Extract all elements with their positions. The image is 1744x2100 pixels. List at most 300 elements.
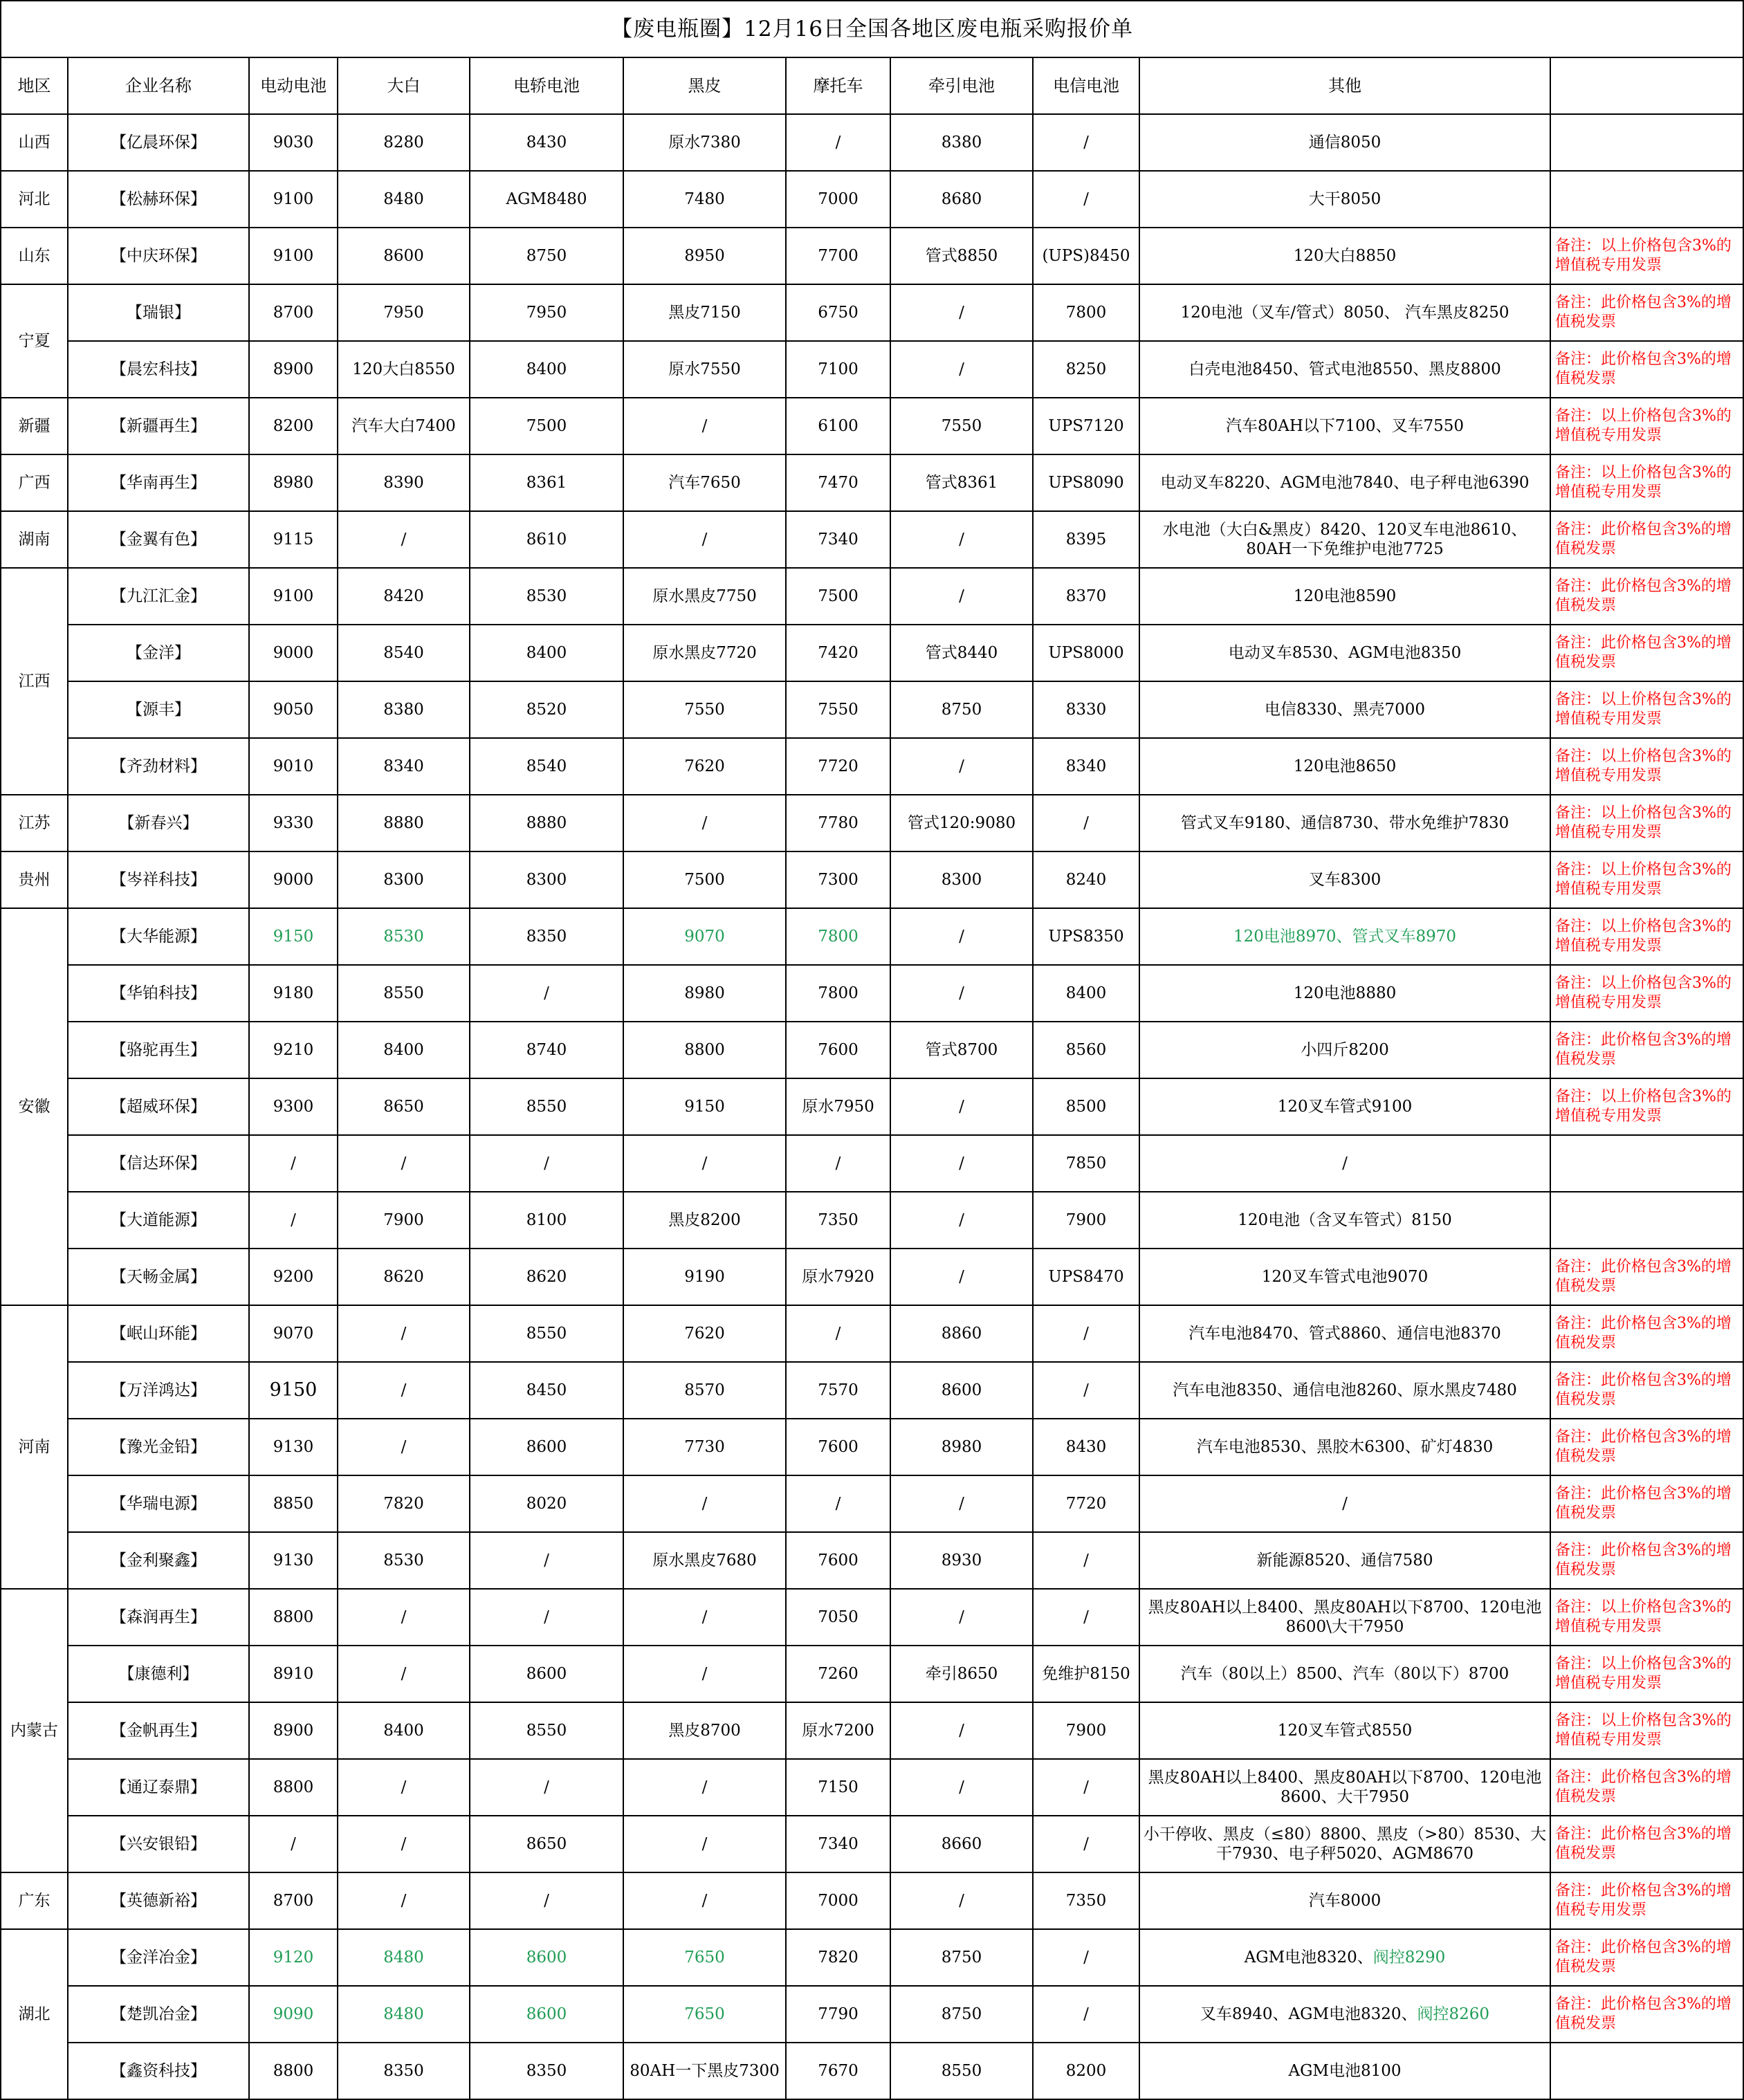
price-cell-dabai: / [338, 1589, 470, 1646]
company-cell: 【岑祥科技】 [68, 851, 249, 908]
price-cell-traction-battery: / [890, 341, 1033, 398]
price-cell-other: 黑皮80AH以上8400、黑皮80AH以下8700、120电池8600、大干7950 [1139, 1759, 1550, 1816]
price-cell-traction-battery: / [890, 568, 1033, 625]
price-cell-car-battery: 8650 [470, 1816, 623, 1872]
price-cell-telecom-battery: 8430 [1033, 1419, 1139, 1475]
price-cell-other: / [1139, 1135, 1550, 1192]
remark-cell [1550, 2043, 1743, 2099]
price-cell-heipi: 8800 [623, 1022, 786, 1078]
price-cell-electric-battery: 9210 [249, 1022, 338, 1078]
header-traction-battery: 牵引电池 [890, 57, 1033, 114]
price-cell-motorcycle: 7800 [786, 908, 890, 965]
price-cell-telecom-battery: 8500 [1033, 1078, 1139, 1135]
remark-cell: 备注：以上价格包含3%的增值税专用发票 [1550, 398, 1743, 454]
company-cell: 【信达环保】 [68, 1135, 249, 1192]
price-cell-traction-battery: / [890, 738, 1033, 795]
price-cell-other: AGM电池8100 [1139, 2043, 1550, 2099]
price-cell-heipi: 原水黑皮7720 [623, 625, 786, 681]
price-cell-dabai: 8350 [338, 2043, 470, 2099]
price-cell-dabai: 8550 [338, 965, 470, 1022]
price-cell-dabai: 8390 [338, 454, 470, 511]
price-cell-electric-battery: 9010 [249, 738, 338, 795]
price-cell-traction-battery: / [890, 1192, 1033, 1249]
price-cell-motorcycle: / [786, 1135, 890, 1192]
table-row [1, 1022, 1743, 1078]
price-cell-heipi: 9190 [623, 1249, 786, 1305]
price-cell-motorcycle: 7470 [786, 454, 890, 511]
price-cell-heipi: 原水黑皮7680 [623, 1532, 786, 1589]
remark-cell: 备注：此价格包含3%的增值税发票 [1550, 1532, 1743, 1589]
company-cell: 【兴安银铅】 [68, 1816, 249, 1872]
table-row [1, 625, 1743, 681]
table-row [1, 568, 1743, 625]
price-cell-car-battery: 7500 [470, 398, 623, 454]
table-row [1, 454, 1743, 511]
price-cell-traction-battery: 管式8440 [890, 625, 1033, 681]
price-cell-heipi: 8950 [623, 228, 786, 284]
region-cell: 广东 [1, 1872, 68, 1929]
price-cell-motorcycle: 7600 [786, 1022, 890, 1078]
price-cell-motorcycle: / [786, 1305, 890, 1362]
table-row [1, 1475, 1743, 1532]
price-cell-electric-battery: 8910 [249, 1646, 338, 1702]
price-cell-telecom-battery: / [1033, 171, 1139, 228]
price-cell-heipi: 黑皮7150 [623, 284, 786, 341]
remark-cell [1550, 1135, 1743, 1192]
other-text: AGM电池8320、 [1244, 1949, 1373, 1967]
price-cell-traction-battery: 管式8850 [890, 228, 1033, 284]
price-cell-heipi: 7500 [623, 851, 786, 908]
remark-cell: 备注：此价格包含3%的增值税专用发票 [1550, 1872, 1743, 1929]
price-cell-heipi: / [623, 1816, 786, 1872]
price-cell-traction-battery: 8750 [890, 681, 1033, 738]
price-cell-other [1139, 1986, 1550, 2043]
company-cell: 【新春兴】 [68, 795, 249, 851]
price-cell-other: 120电池8650 [1139, 738, 1550, 795]
price-cell-car-battery: / [470, 965, 623, 1022]
price-cell-other: 汽车电池8470、管式8860、通信电池8370 [1139, 1305, 1550, 1362]
remark-cell: 备注：此价格包含3%的增值税发票 [1550, 511, 1743, 568]
company-cell: 【骆驼再生】 [68, 1022, 249, 1078]
price-cell-dabai: 8540 [338, 625, 470, 681]
price-cell-heipi: 7730 [623, 1419, 786, 1475]
price-cell-telecom-battery: (UPS)8450 [1033, 228, 1139, 284]
price-cell-traction-battery: / [890, 1759, 1033, 1816]
price-cell-telecom-battery: / [1033, 1305, 1139, 1362]
header-company: 企业名称 [68, 57, 249, 114]
price-cell-other: 120电池（叉车/管式）8050、 汽车黑皮8250 [1139, 284, 1550, 341]
price-cell-telecom-battery: 8395 [1033, 511, 1139, 568]
price-cell-motorcycle: 7000 [786, 1872, 890, 1929]
price-cell-dabai: 7900 [338, 1192, 470, 1249]
price-cell-motorcycle: 7350 [786, 1192, 890, 1249]
price-cell-electric-battery: 9100 [249, 171, 338, 228]
price-cell-electric-battery: 9090 [249, 1986, 338, 2043]
remark-cell: 备注：此价格包含3%的增值税发票 [1550, 1419, 1743, 1475]
company-cell: 【松赫环保】 [68, 171, 249, 228]
price-cell-heipi: / [623, 1589, 786, 1646]
remark-cell: 备注：此价格包含3%的增值税发票 [1550, 568, 1743, 625]
price-cell-car-battery: 8550 [470, 1078, 623, 1135]
company-cell: 【晨宏科技】 [68, 341, 249, 398]
region-cell: 湖北 [1, 1929, 68, 2099]
price-cell-other: 120大白8850 [1139, 228, 1550, 284]
price-cell-car-battery: 8400 [470, 625, 623, 681]
price-cell-traction-battery: 管式120:9080 [890, 795, 1033, 851]
remark-cell: 备注：以上价格包含3%的增值税专用发票 [1550, 965, 1743, 1022]
price-cell-dabai: / [338, 1362, 470, 1419]
price-cell-motorcycle: 7600 [786, 1419, 890, 1475]
price-cell-traction-battery: 管式8361 [890, 454, 1033, 511]
price-cell-electric-battery: 9180 [249, 965, 338, 1022]
price-cell-car-battery: 8740 [470, 1022, 623, 1078]
price-cell-dabai: 8530 [338, 1532, 470, 1589]
header-dabai: 大白 [338, 57, 470, 114]
company-cell: 【英德新裕】 [68, 1872, 249, 1929]
price-cell-electric-battery: 9200 [249, 1249, 338, 1305]
price-cell-heipi: 7550 [623, 681, 786, 738]
table-row [1, 1305, 1743, 1362]
company-cell: 【天畅金属】 [68, 1249, 249, 1305]
price-cell-car-battery: 8530 [470, 568, 623, 625]
price-cell-electric-battery: / [249, 1135, 338, 1192]
price-cell-dabai: / [338, 1872, 470, 1929]
remark-cell: 备注：以上价格包含3%的增值税专用发票 [1550, 851, 1743, 908]
company-cell: 【康德利】 [68, 1646, 249, 1702]
table-row [1, 681, 1743, 738]
company-cell: 【新疆再生】 [68, 398, 249, 454]
company-cell: 【九江汇金】 [68, 568, 249, 625]
table-row [1, 851, 1743, 908]
region-cell: 江苏 [1, 795, 68, 851]
price-cell-dabai: 8480 [338, 171, 470, 228]
price-cell-other: 120电池8970、管式叉车8970 [1139, 908, 1550, 965]
price-cell-traction-battery: 8980 [890, 1419, 1033, 1475]
price-cell-other: 水电池（大白&黑皮）8420、120叉车电池8610、80AH一下免维护电池7725 [1139, 511, 1550, 568]
region-cell: 内蒙古 [1, 1589, 68, 1872]
remark-cell: 备注：以上价格包含3%的增值税专用发票 [1550, 1646, 1743, 1702]
price-cell-car-battery: 8520 [470, 681, 623, 738]
price-cell-electric-battery: 9030 [249, 114, 338, 171]
company-cell: 【金翼有色】 [68, 511, 249, 568]
remark-cell: 备注：此价格包含3%的增值税发票 [1550, 1249, 1743, 1305]
price-cell-motorcycle: 7820 [786, 1929, 890, 1986]
region-cell: 山西 [1, 114, 68, 171]
header-electric-battery: 电动电池 [249, 57, 338, 114]
price-cell-dabai: 8480 [338, 1929, 470, 1986]
price-cell-heipi: 黑皮8700 [623, 1702, 786, 1759]
price-cell-traction-battery: 8550 [890, 2043, 1033, 2099]
region-cell: 广西 [1, 454, 68, 511]
table-row [1, 284, 1743, 341]
other-text-highlight: 阀控8260 [1417, 2005, 1490, 2023]
table-row [1, 171, 1743, 228]
table-row [1, 908, 1743, 965]
region-cell: 安徽 [1, 908, 68, 1305]
price-cell-car-battery: 8610 [470, 511, 623, 568]
table-row [1, 1078, 1743, 1135]
price-cell-dabai: 7820 [338, 1475, 470, 1532]
price-cell-heipi: / [623, 1759, 786, 1816]
remark-cell [1550, 171, 1743, 228]
price-cell-motorcycle: 7700 [786, 228, 890, 284]
price-cell-car-battery: 7950 [470, 284, 623, 341]
price-cell-other: 120电池（含叉车管式）8150 [1139, 1192, 1550, 1249]
price-cell-dabai: 8650 [338, 1078, 470, 1135]
price-cell-heipi: 7650 [623, 1929, 786, 1986]
price-cell-electric-battery: 9000 [249, 625, 338, 681]
price-cell-telecom-battery: UPS8350 [1033, 908, 1139, 965]
price-cell-telecom-battery: 7900 [1033, 1192, 1139, 1249]
price-cell-telecom-battery: / [1033, 795, 1139, 851]
header-car-battery: 电轿电池 [470, 57, 623, 114]
price-cell-car-battery: 8020 [470, 1475, 623, 1532]
price-cell-dabai: 8380 [338, 681, 470, 738]
price-cell-car-battery: 8600 [470, 1986, 623, 2043]
price-cell-traction-battery: 管式8700 [890, 1022, 1033, 1078]
price-cell-other [1139, 1929, 1550, 1986]
remark-cell: 备注：以上价格包含3%的增值税专用发票 [1550, 681, 1743, 738]
price-cell-other: 汽车8000 [1139, 1872, 1550, 1929]
price-cell-telecom-battery: / [1033, 114, 1139, 171]
price-cell-electric-battery: 8200 [249, 398, 338, 454]
price-cell-other: 大干8050 [1139, 171, 1550, 228]
price-cell-traction-battery: 8600 [890, 1362, 1033, 1419]
price-cell-traction-battery: / [890, 908, 1033, 965]
remark-cell: 备注：以上价格包含3%的增值税专用发票 [1550, 228, 1743, 284]
table-row [1, 1759, 1743, 1816]
table-row [1, 1589, 1743, 1646]
price-cell-heipi: 黑皮8200 [623, 1192, 786, 1249]
price-cell-car-battery: 8750 [470, 228, 623, 284]
price-cell-dabai: / [338, 1305, 470, 1362]
price-cell-car-battery: 8550 [470, 1702, 623, 1759]
price-cell-electric-battery: 8800 [249, 1589, 338, 1646]
price-cell-other: 120叉车管式9100 [1139, 1078, 1550, 1135]
price-cell-heipi: / [623, 511, 786, 568]
table-row [1, 1929, 1743, 1986]
price-cell-dabai: 8280 [338, 114, 470, 171]
table-row [1, 1419, 1743, 1475]
price-cell-other: 汽车电池8350、通信电池8260、原水黑皮7480 [1139, 1362, 1550, 1419]
price-cell-other: 黑皮80AH以上8400、黑皮80AH以下8700、120电池8600\大干7950 [1139, 1589, 1550, 1646]
price-cell-heipi: 8570 [623, 1362, 786, 1419]
table-row [1, 1816, 1743, 1872]
price-cell-dabai: 8300 [338, 851, 470, 908]
region-cell: 宁夏 [1, 284, 68, 398]
table-row [1, 398, 1743, 454]
price-cell-traction-battery: 8660 [890, 1816, 1033, 1872]
header-region: 地区 [1, 57, 68, 114]
price-cell-car-battery: 8400 [470, 341, 623, 398]
price-cell-telecom-battery: 7350 [1033, 1872, 1139, 1929]
price-cell-motorcycle: 7670 [786, 2043, 890, 2099]
price-cell-telecom-battery: / [1033, 1532, 1139, 1589]
price-cell-heipi: / [623, 795, 786, 851]
price-cell-heipi: / [623, 1872, 786, 1929]
price-cell-heipi: 80AH一下黑皮7300 [623, 2043, 786, 2099]
header-row [1, 57, 1743, 114]
remark-cell: 备注：以上价格包含3%的增值税专用发票 [1550, 454, 1743, 511]
remark-cell: 备注：以上价格包含3%的增值税专用发票 [1550, 1589, 1743, 1646]
price-cell-traction-battery: / [890, 1078, 1033, 1135]
company-cell: 【齐劲材料】 [68, 738, 249, 795]
price-cell-traction-battery: / [890, 965, 1033, 1022]
other-text-highlight: 阀控8290 [1373, 1949, 1446, 1967]
other-text: 叉车8940、AGM电池8320、 [1200, 2005, 1417, 2023]
remark-cell: 备注：此价格包含3%的增值税发票 [1550, 341, 1743, 398]
price-cell-traction-battery: / [890, 1475, 1033, 1532]
price-cell-telecom-battery: / [1033, 1759, 1139, 1816]
price-cell-car-battery: 8430 [470, 114, 623, 171]
price-cell-dabai: / [338, 1135, 470, 1192]
price-cell-car-battery: 8600 [470, 1419, 623, 1475]
price-cell-car-battery: 8550 [470, 1305, 623, 1362]
remark-cell: 备注：以上价格包含3%的增值税专用发票 [1550, 738, 1743, 795]
price-cell-heipi: 原水7380 [623, 114, 786, 171]
price-cell-electric-battery: 8850 [249, 1475, 338, 1532]
price-cell-motorcycle: 原水7950 [786, 1078, 890, 1135]
price-cell-electric-battery: 9070 [249, 1305, 338, 1362]
price-cell-dabai: 7950 [338, 284, 470, 341]
price-cell-telecom-battery: 8370 [1033, 568, 1139, 625]
header-other: 其他 [1139, 57, 1550, 114]
price-cell-motorcycle: 7150 [786, 1759, 890, 1816]
price-cell-car-battery: 8361 [470, 454, 623, 511]
price-cell-traction-battery: / [890, 284, 1033, 341]
price-cell-traction-battery: 8750 [890, 1986, 1033, 2043]
table-row [1, 1362, 1743, 1419]
price-cell-traction-battery: 8860 [890, 1305, 1033, 1362]
price-cell-telecom-battery: 7850 [1033, 1135, 1139, 1192]
price-cell-electric-battery: 9150 [249, 908, 338, 965]
price-cell-other: 通信8050 [1139, 114, 1550, 171]
price-cell-electric-battery: 8700 [249, 1872, 338, 1929]
price-cell-electric-battery: 8900 [249, 341, 338, 398]
price-cell-heipi: 8980 [623, 965, 786, 1022]
price-cell-motorcycle: 7340 [786, 1816, 890, 1872]
price-cell-heipi: 9150 [623, 1078, 786, 1135]
remark-cell: 备注：以上价格包含3%的增值税专用发票 [1550, 1078, 1743, 1135]
price-cell-dabai: / [338, 1419, 470, 1475]
price-cell-car-battery: 8600 [470, 1646, 623, 1702]
table-row [1, 965, 1743, 1022]
price-cell-other: 小干停收、黑皮（≤80）8800、黑皮（>80）8530、大干7930、电子秤5020、AGM8670 [1139, 1816, 1550, 1872]
company-cell: 【岷山环能】 [68, 1305, 249, 1362]
price-cell-heipi: 原水黑皮7750 [623, 568, 786, 625]
price-cell-heipi: / [623, 1646, 786, 1702]
price-cell-car-battery: / [470, 1135, 623, 1192]
price-cell-telecom-battery: / [1033, 1589, 1139, 1646]
remark-cell: 备注：以上价格包含3%的增值税专用发票 [1550, 795, 1743, 851]
table-row [1, 1872, 1743, 1929]
title-row [1, 1, 1743, 57]
price-cell-other: 小四斤8200 [1139, 1022, 1550, 1078]
price-cell-electric-battery: 9130 [249, 1532, 338, 1589]
company-cell: 【大道能源】 [68, 1192, 249, 1249]
price-cell-motorcycle: 原水7200 [786, 1702, 890, 1759]
remark-cell: 备注：此价格包含3%的增值税发票 [1550, 1816, 1743, 1872]
company-cell: 【亿晨环保】 [68, 114, 249, 171]
price-cell-traction-battery: 8680 [890, 171, 1033, 228]
price-cell-telecom-battery: UPS8090 [1033, 454, 1139, 511]
price-cell-electric-battery: 9150 [249, 1362, 338, 1419]
price-cell-other: 电动叉车8220、AGM电池7840、电子秤电池6390 [1139, 454, 1550, 511]
region-cell: 河南 [1, 1305, 68, 1589]
price-cell-car-battery: 8620 [470, 1249, 623, 1305]
price-cell-dabai: 8400 [338, 1022, 470, 1078]
price-cell-motorcycle: 6750 [786, 284, 890, 341]
price-cell-other: 电信8330、黑壳7000 [1139, 681, 1550, 738]
price-cell-car-battery: / [470, 1532, 623, 1589]
remark-cell [1550, 1192, 1743, 1249]
price-cell-dabai: / [338, 1759, 470, 1816]
price-cell-motorcycle: 7550 [786, 681, 890, 738]
company-cell: 【金洋】 [68, 625, 249, 681]
price-cell-heipi: 7650 [623, 1986, 786, 2043]
price-cell-motorcycle: 7420 [786, 625, 890, 681]
price-cell-car-battery: 8880 [470, 795, 623, 851]
price-cell-electric-battery: 9100 [249, 228, 338, 284]
price-cell-motorcycle: 7780 [786, 795, 890, 851]
price-cell-car-battery: 8540 [470, 738, 623, 795]
company-cell: 【金帆再生】 [68, 1702, 249, 1759]
remark-cell: 备注：此价格包含3%的增值税发票 [1550, 1305, 1743, 1362]
price-cell-heipi: 7480 [623, 171, 786, 228]
remark-cell: 备注：此价格包含3%的增值税发票 [1550, 1929, 1743, 1986]
price-cell-other: 120叉车管式8550 [1139, 1702, 1550, 1759]
company-cell: 【楚凯冶金】 [68, 1986, 249, 2043]
price-cell-electric-battery: / [249, 1816, 338, 1872]
price-cell-motorcycle: 7790 [786, 1986, 890, 2043]
price-cell-other: 叉车8300 [1139, 851, 1550, 908]
price-cell-other: 汽车80AH以下7100、叉车7550 [1139, 398, 1550, 454]
company-cell: 【豫光金铅】 [68, 1419, 249, 1475]
remark-cell: 备注：此价格包含3%的增值税发票 [1550, 1362, 1743, 1419]
price-cell-car-battery: 8300 [470, 851, 623, 908]
remark-cell: 备注：此价格包含3%的增值税发票 [1550, 625, 1743, 681]
price-cell-dabai: / [338, 511, 470, 568]
region-cell: 山东 [1, 228, 68, 284]
company-cell: 【通辽泰鼎】 [68, 1759, 249, 1816]
price-cell-dabai: 汽车大白7400 [338, 398, 470, 454]
price-cell-other: 管式叉车9180、通信8730、带水免维护7830 [1139, 795, 1550, 851]
region-cell: 河北 [1, 171, 68, 228]
price-cell-dabai: 8400 [338, 1702, 470, 1759]
price-cell-motorcycle: 7340 [786, 511, 890, 568]
table-row [1, 1702, 1743, 1759]
company-cell: 【万洋鸿达】 [68, 1362, 249, 1419]
price-cell-other: 120电池8880 [1139, 965, 1550, 1022]
price-cell-electric-battery: 9050 [249, 681, 338, 738]
price-cell-traction-battery: 8300 [890, 851, 1033, 908]
price-cell-motorcycle: 7100 [786, 341, 890, 398]
price-cell-car-battery: 8100 [470, 1192, 623, 1249]
price-cell-dabai: 8530 [338, 908, 470, 965]
price-cell-motorcycle: 7800 [786, 965, 890, 1022]
price-cell-motorcycle: 7050 [786, 1589, 890, 1646]
price-cell-electric-battery: 9120 [249, 1929, 338, 1986]
price-cell-electric-battery: 8980 [249, 454, 338, 511]
region-cell: 新疆 [1, 398, 68, 454]
region-cell: 贵州 [1, 851, 68, 908]
price-cell-motorcycle: 7260 [786, 1646, 890, 1702]
price-cell-telecom-battery: 8560 [1033, 1022, 1139, 1078]
price-cell-telecom-battery: 8250 [1033, 341, 1139, 398]
company-cell: 【华瑞电源】 [68, 1475, 249, 1532]
price-cell-electric-battery: 9115 [249, 511, 338, 568]
price-cell-telecom-battery: 7720 [1033, 1475, 1139, 1532]
